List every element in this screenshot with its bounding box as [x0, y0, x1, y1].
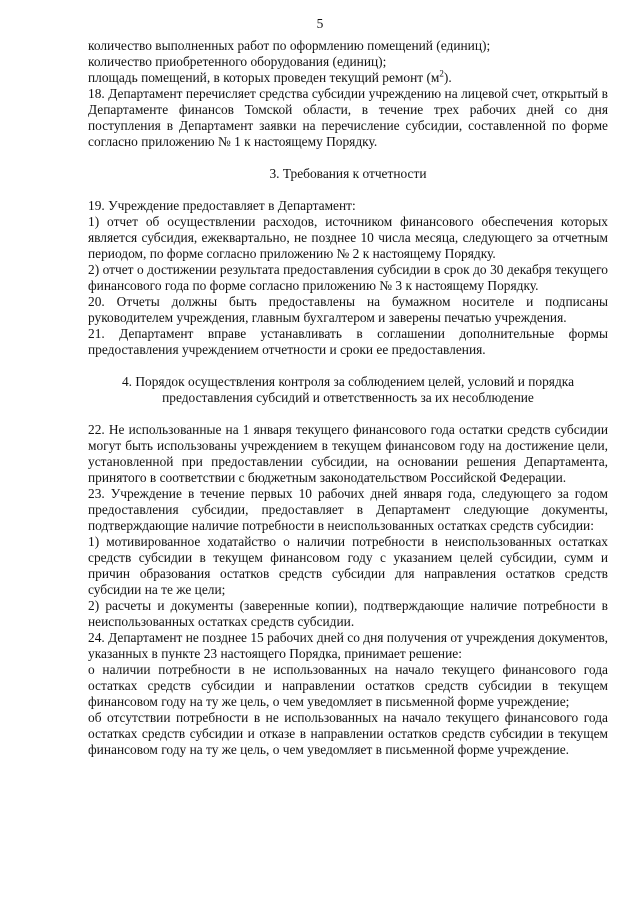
- document-body: [88, 38, 608, 758]
- area-text: площадь помещений, в которых проведен текущий ремонт (м: [88, 70, 440, 85]
- section-3-title: 3. Требования к отчетности: [269, 166, 427, 181]
- page-number: 5: [316, 16, 324, 31]
- paragraph-19: 19. Учреждение предоставляет в Департамент:: [88, 198, 356, 213]
- paragraph-23-2: 2) расчеты и документы (заверенные копии), подтверждающие наличие потребности в неиспользованных остатках средств субсидии.: [88, 598, 608, 629]
- section-4-title-line-1: 4. Порядок осуществления контроля за соблюдением целей, условий и порядка: [121, 374, 575, 389]
- paragraph-area: [88, 70, 608, 86]
- paragraph-23: 23. Учреждение в течение первых 10 рабочих дней января года, следующего за годом предоставления субсидии, предоставляет в Департамент следующие документы, подтверждающие наличие потребности в неиспользованных остатках средств субсидии:: [88, 486, 608, 533]
- area-text-end: ).: [443, 70, 452, 85]
- paragraph-22: 22. Не использованные на 1 января текущего финансового года остатки средств субсидии могут быть использованы учреждением в текущем финансовом году на достижение цели, установленной при предоставлении субсидии, на основании решения Департамента, принятого в соответствии с бюджетным законодательством Российской Федерации.: [88, 422, 608, 485]
- paragraph-24-b: об отсутствии потребности в не использованных на начало текущего финансового года остатках средств субсидии и отказе в направлении остатков средств субсидии в текущем финансовом году на ту же цель, о чем уведомляет в письменной форме учреждение.: [88, 710, 608, 757]
- area-superscript: 2: [439, 68, 444, 79]
- paragraph-21: 21. Департамент вправе устанавливать в соглашении дополнительные формы предоставления учреждением отчетности и сроки ее предоставления.: [88, 326, 608, 357]
- paragraph-24: 24. Департамент не позднее 15 рабочих дней со дня получения от учреждения документов, указанных в пункте 23 настоящего Порядка, принимает решение:: [88, 630, 608, 661]
- section-4-title-line-2: предоставления субсидий и ответственность за их несоблюдение: [162, 390, 534, 405]
- paragraph-20: 20. Отчеты должны быть предоставлены на бумажном носителе и подписаны руководителем учреждения, главным бухгалтером и заверены печатью учреждения.: [88, 294, 608, 325]
- paragraph-19-2: 2) отчет о достижении результата предоставления субсидии в срок до 30 декабря текущего финансового года по форме согласно приложению № 3 к настоящему Порядку.: [88, 262, 608, 293]
- paragraph-24-a: о наличии потребности в не использованных на начало текущего финансового года остатках средств субсидии и направлении остатков средств субсидии в текущем финансовом году на ту же цель, о чем уведомляет в письменной форме учреждение;: [88, 662, 608, 709]
- paragraph-23-1: 1) мотивированное ходатайство о наличии потребности в неиспользованных остатках средств субсидии в текущем финансовом году с указанием целей субсидии, сумм и причин образования остатков средств субсидии для направления остатков средств субсидии на те же цели;: [88, 534, 608, 597]
- paragraph-18: 18. Департамент перечисляет средства субсидии учреждению на лицевой счет, открытый в Департаменте финансов Томской области, в течение трех рабочих дней со дня поступления в Департамент заявки на перечисление субсидии, составленной по форме согласно приложению № 1 к настоящему Порядку.: [88, 86, 608, 149]
- paragraph-equipment-count: количество приобретенного оборудования (единиц);: [88, 54, 387, 69]
- paragraph-19-1: 1) отчет об осуществлении расходов, источником финансового обеспечения которых является субсидия, ежеквартально, не позднее 10 числа месяца, следующего за отчетным периодом, по форме согласно приложению № 2 к настоящему Порядку.: [88, 214, 608, 261]
- paragraph-works-count: количество выполненных работ по оформлению помещений (единиц);: [88, 38, 491, 53]
